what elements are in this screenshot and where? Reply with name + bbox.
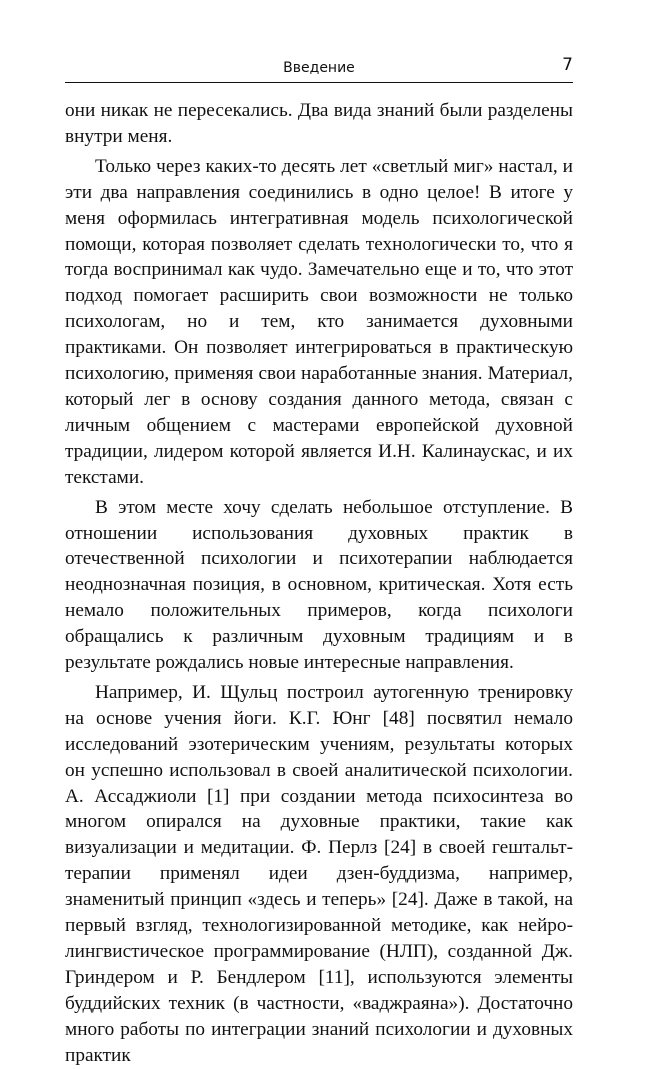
page-number: 7 [562,55,573,75]
body-text [65,98,573,1069]
paragraph: Например, И. Щульц построил аутогенную тренировку на основе учения йоги. К.Г. Юнг [48] посвятил немало исследований эзотерическим учениям, результаты которых он успешно использовал в своей аналитической психологии. А. Ассаджиоли [1] при создании метода психосинтеза во многом опирался на духовные практики, такие как визуализации и медитации. Ф. Перлз [24] в своей гештальт-терапии применял идеи дзен-буддизма, например, знаменитый принцип «здесь и теперь» [24]. Даже в такой, на первый взгляд, технологизированной методике, как нейро-лингвистическое программирование (НЛП), созданной Дж. Гриндером и Р. Бендлером [11], используются элементы буддийских техник (в частности, «ваджраяна»). Достаточно много работы по интеграции знаний психологии и духовных практик [65,681,573,1066]
paragraph: В этом месте хочу сделать небольшое отступление. В отношении использования духовных практик в отечественной психологии и психотерапии наблюдается неоднозначная позиция, в основном, критическая. Хотя есть немало положительных примеров, когда психологи обращались к различным духовным традициям и в результате рождались новые интересные направления. [65,496,573,674]
chapter-title: Введение [283,60,355,76]
book-page [65,55,573,1069]
paragraph-continuation: они никак не пересекались. Два вида знаний были разделены внутри меня. [65,100,573,147]
paragraph: Только через каких-то десять лет «светлый миг» настал, и эти два направления соединились в одно целое! В итоге у меня оформилась интегративная модель психологической помощи, которая позволяет сделать технологически то, что я тогда воспринимал как чудо. Замечательно еще и то, что этот подход помогает расширить свои возможности не только психологам, но и тем, кто занимается духовными практиками. Он позволяет интегрироваться в практическую психологию, применяя свои наработанные знания. Материал, который лег в основу создания данного метода, связан с личным общением с мастерами европейской духовной традиции, лидером которой является И.Н. Калинаускас, и их текстами. [65,155,573,488]
running-header [65,55,573,83]
